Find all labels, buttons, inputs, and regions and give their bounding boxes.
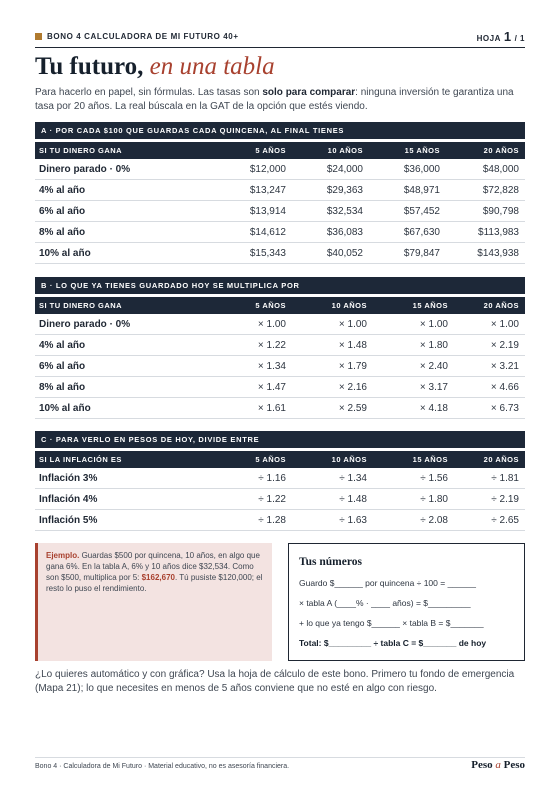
table-row: [35, 222, 525, 243]
your-numbers-box: [288, 543, 525, 661]
table-cell: ÷ 1.48: [339, 493, 367, 505]
table-cell: × 3.17: [419, 381, 448, 393]
column-header: 15 AÑOS: [412, 301, 448, 310]
table-c: [35, 431, 525, 531]
your-numbers-line-2: × tabla A (____% · ____ años) = $_________: [299, 598, 471, 608]
title-main: Tu futuro,: [35, 53, 144, 80]
table-cell: ÷ 1.81: [491, 472, 519, 484]
brand-part-2: a: [495, 759, 501, 771]
page: [35, 0, 525, 792]
column-header: SI TU DINERO GANA: [39, 146, 123, 155]
row-label: 8% al año: [39, 226, 86, 238]
column-header: 20 AÑOS: [483, 146, 519, 155]
intro-bold: solo para comparar: [262, 87, 356, 98]
table-c-header-row: [35, 451, 525, 468]
bullet-square-icon: [35, 33, 42, 40]
table-row: [35, 356, 525, 377]
brand-part-3: Peso: [500, 759, 525, 771]
column-header: 15 AÑOS: [412, 455, 448, 464]
row-label: 8% al año: [39, 381, 86, 393]
table-cell: $40,052: [326, 247, 363, 259]
table-cell: ÷ 1.22: [258, 493, 286, 505]
table-cell: ÷ 1.56: [420, 472, 448, 484]
brand-part-1: Peso: [471, 759, 496, 771]
row-label: 10% al año: [39, 402, 91, 414]
example-text-2: . Tú pusiste $120,000; el resto lo puso el rendimiento.: [46, 573, 263, 593]
table-cell: × 1.00: [338, 318, 367, 330]
table-cell: × 1.22: [257, 339, 286, 351]
row-label: 4% al año: [39, 184, 86, 196]
table-cell: ÷ 1.63: [339, 514, 367, 526]
table-cell: × 2.59: [338, 402, 367, 414]
table-cell: × 1.80: [419, 339, 448, 351]
your-numbers-heading: Tus números: [299, 556, 362, 568]
row-label: Inflación 3%: [39, 472, 98, 484]
table-cell: × 1.00: [419, 318, 448, 330]
page-title: [35, 53, 275, 81]
table-cell: × 1.79: [338, 360, 367, 372]
column-header: 5 AÑOS: [255, 455, 286, 464]
column-header: 20 AÑOS: [483, 455, 519, 464]
row-label: Inflación 4%: [39, 493, 98, 505]
table-row: [35, 510, 525, 531]
table-cell: ÷ 1.34: [339, 472, 367, 484]
table-cell: × 1.61: [257, 402, 286, 414]
table-cell: $24,000: [326, 163, 363, 175]
bottom-rule: [35, 757, 525, 758]
your-numbers-total-line: Total: $_________ ÷ tabla C = $_______ de hoy: [299, 638, 487, 648]
hoja-number: 1: [503, 28, 512, 44]
table-cell: $13,914: [249, 205, 286, 217]
table-cell: × 1.47: [257, 381, 286, 393]
table-b-title: B · LO QUE YA TIENES GUARDADO HOY SE MULTIPLICA POR: [35, 277, 525, 294]
table-cell: $29,363: [326, 184, 363, 196]
column-header: 20 AÑOS: [483, 301, 519, 310]
row-label: 4% al año: [39, 339, 86, 351]
row-label: 10% al año: [39, 247, 91, 259]
table-row: [35, 377, 525, 398]
column-header: SI LA INFLACIÓN ES: [39, 455, 122, 464]
table-row: [35, 243, 525, 264]
top-bar: [35, 29, 525, 43]
row-label: 6% al año: [39, 360, 86, 372]
column-header: 10 AÑOS: [327, 146, 363, 155]
row-label: 6% al año: [39, 205, 86, 217]
table-row: [35, 335, 525, 356]
table-row: [35, 468, 525, 489]
table-cell: ÷ 2.08: [420, 514, 448, 526]
intro-part1: Para hacerlo en papel, sin fórmulas. Las tasas son: [35, 87, 263, 98]
example-box: [35, 543, 272, 661]
table-cell: $13,247: [249, 184, 286, 196]
page-indicator: [477, 29, 525, 44]
intro-part2: : ninguna inversión te garantiza una tasa por 20 años. La real búscala en la GAT de la opción que estés viendo.: [35, 87, 514, 112]
example-highlight: $162,670: [141, 573, 175, 582]
table-cell: ÷ 1.28: [258, 514, 286, 526]
column-header: 5 AÑOS: [255, 301, 286, 310]
table-cell: × 2.19: [490, 339, 519, 351]
table-cell: ÷ 2.65: [491, 514, 519, 526]
table-cell: × 1.48: [338, 339, 367, 351]
column-header: SI TU DINERO GANA: [39, 301, 123, 310]
table-cell: $14,612: [249, 226, 286, 238]
table-cell: × 4.66: [490, 381, 519, 393]
table-cell: × 1.34: [257, 360, 286, 372]
table-cell: $32,534: [326, 205, 363, 217]
column-header: 10 AÑOS: [331, 301, 367, 310]
table-cell: × 1.00: [257, 318, 286, 330]
intro-paragraph: [35, 86, 525, 114]
column-header: 5 AÑOS: [255, 146, 286, 155]
hoja-label: HOJA: [476, 33, 501, 43]
table-row: [35, 159, 525, 180]
table-cell: $36,083: [326, 226, 363, 238]
table-row: [35, 314, 525, 335]
table-b-header-row: [35, 297, 525, 314]
table-cell: $67,630: [403, 226, 440, 238]
table-cell: $113,983: [478, 226, 519, 238]
table-cell: ÷ 1.16: [258, 472, 286, 484]
brand-logo: [471, 759, 525, 771]
row-label: Dinero parado · 0%: [39, 163, 131, 175]
table-cell: $79,847: [403, 247, 440, 259]
row-label: Inflación 5%: [39, 514, 98, 526]
table-cell: × 1.00: [490, 318, 519, 330]
table-cell: × 2.40: [419, 360, 448, 372]
table-cell: ÷ 2.19: [491, 493, 519, 505]
example-lead: Ejemplo.: [46, 551, 80, 560]
table-cell: $57,452: [403, 205, 440, 217]
row-label: Dinero parado · 0%: [39, 318, 131, 330]
hoja-total: / 1: [514, 33, 525, 43]
column-header: 10 AÑOS: [331, 455, 367, 464]
example-text-1: Guardas $500 por quincena, 10 años, en algo que gana 6%. En la tabla A, 6% y 10 años dice $32,534. Como son $500, multiplica por 5:: [46, 551, 260, 582]
table-cell: $36,000: [403, 163, 440, 175]
your-numbers-line-3: + lo que ya tengo $______ × tabla B = $_______: [299, 618, 484, 628]
table-cell: × 3.21: [490, 360, 519, 372]
your-numbers-line-1: Guardo $______ por quincena ÷ 100 = ______: [299, 578, 476, 588]
table-cell: $48,971: [403, 184, 440, 196]
table-cell: $15,343: [249, 247, 286, 259]
top-rule: [35, 47, 525, 48]
table-cell: ÷ 1.80: [420, 493, 448, 505]
table-row: [35, 398, 525, 419]
table-cell: $72,828: [482, 184, 519, 196]
table-b: [35, 277, 525, 419]
column-header: 15 AÑOS: [404, 146, 440, 155]
table-cell: × 4.18: [419, 402, 448, 414]
table-a-title: A · POR CADA $100 QUE GUARDAS CADA QUINCENA, AL FINAL TIENES: [35, 122, 525, 139]
table-c-title: C · PARA VERLO EN PESOS DE HOY, DIVIDE ENTRE: [35, 431, 525, 448]
table-a-header-row: [35, 142, 525, 159]
table-row: [35, 489, 525, 510]
table-row: [35, 201, 525, 222]
table-cell: $143,938: [477, 247, 519, 259]
footer-text: Bono 4 · Calculadora de Mi Futuro · Material educativo, no es asesoría financiera.: [35, 763, 290, 770]
table-cell: $12,000: [249, 163, 286, 175]
table-cell: $48,000: [482, 163, 519, 175]
table-cell: $90,798: [482, 205, 519, 217]
table-a: [35, 122, 525, 264]
closing-paragraph: ¿Lo quieres automático y con gráfica? Usa la hoja de cálculo de este bono. Primero tu fondo de emergencia (Mapa 21); lo que necesites en menos de 5 años conviene que no esté en algo con riesgo.: [35, 669, 515, 694]
title-italic: en una tabla: [149, 53, 275, 80]
table-cell: × 2.16: [338, 381, 367, 393]
kicker: BONO 4 CALCULADORA DE MI FUTURO 40+: [47, 31, 239, 41]
table-row: [35, 180, 525, 201]
table-cell: × 6.73: [490, 402, 519, 414]
